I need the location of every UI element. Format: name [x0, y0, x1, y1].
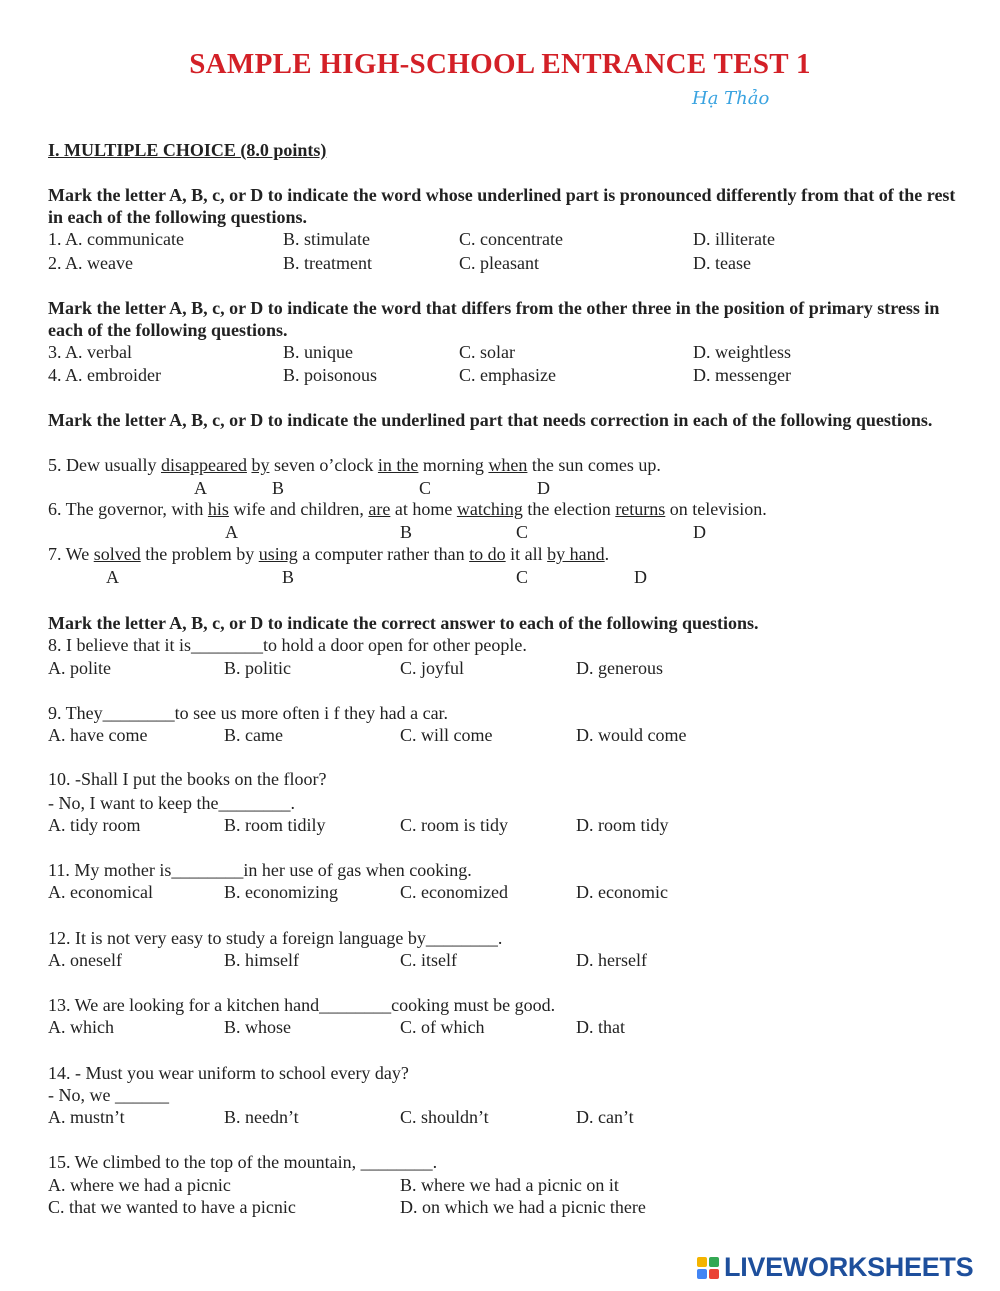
q14-option-c: C. shouldn’t: [400, 1107, 489, 1127]
q10-option-a: A. tidy room: [48, 815, 141, 835]
q6-marker-d: D: [693, 522, 706, 542]
liveworksheets-logo[interactable]: [697, 1252, 997, 1286]
q14-stem: 14. - Must you wear uniform to school every day?: [48, 1063, 409, 1083]
q7-underline-c: to do: [469, 544, 506, 564]
q10-option-d: D. room tidy: [576, 815, 669, 835]
q11-stem: 11. My mother is________in her use of gas when cooking.: [48, 860, 472, 880]
q9-option-a: A. have come: [48, 725, 148, 745]
q3-option-b: B. unique: [283, 342, 353, 362]
liveworksheets-logo-text: LIVEWORKSHEETS: [724, 1252, 974, 1282]
q7-underline-d: by hand: [547, 544, 605, 564]
q6-underline-c: watching: [456, 499, 523, 519]
q3-option-d: D. weightless: [693, 342, 791, 362]
q4-option-a: 4. A. embroider: [48, 365, 161, 385]
q9-option-b: B. came: [224, 725, 283, 745]
q11-option-d: D. economic: [576, 882, 668, 902]
q12-option-d: D. herself: [576, 950, 647, 970]
q3-option-a: 3. A. verbal: [48, 342, 132, 362]
q8-option-c: C. joyful: [400, 658, 465, 678]
q5-marker-a: A: [194, 478, 207, 498]
q13-stem: 13. We are looking for a kitchen hand________cooking must be good.: [48, 995, 556, 1015]
q10-stem: 10. -Shall I put the books on the floor?: [48, 769, 327, 789]
q7-marker-d: D: [634, 567, 647, 587]
q5-underline-a: disappeared: [160, 455, 247, 475]
q5-marker-d: D: [537, 478, 550, 498]
q12-option-a: A. oneself: [48, 950, 122, 970]
q1-option-d: D. illiterate: [693, 229, 775, 249]
q7-marker-a: A: [106, 567, 119, 587]
q5-marker-c: C: [419, 478, 432, 498]
q13-option-a: A. which: [48, 1017, 114, 1037]
liveworksheets-logo-icon: [697, 1257, 721, 1281]
q8-option-b: B. politic: [224, 658, 291, 678]
q5-underline-c: in the: [377, 455, 419, 475]
q10-option-b: B. room tidily: [224, 815, 326, 835]
q12-stem: 12. It is not very easy to study a foreign language by________.: [48, 928, 503, 948]
q1-option-a: 1. A. communicate: [48, 229, 184, 249]
q9-option-d: D. would come: [576, 725, 687, 745]
pronunciation-instruction: Mark the letter A, B, c, or D to indicate the word whose underlined part is pronounced differently from that of the rest in each of the following questions.: [48, 185, 956, 227]
section-heading: I. MULTIPLE CHOICE (8.0 points): [48, 140, 327, 160]
q3-option-c: C. solar: [459, 342, 515, 362]
q15-option-d: D. on which we had a picnic there: [400, 1197, 646, 1217]
q5-marker-b: B: [272, 478, 285, 498]
q13-option-b: B. whose: [224, 1017, 291, 1037]
q12-option-b: B. himself: [224, 950, 299, 970]
q1-option-c: C. concentrate: [459, 229, 563, 249]
q5-underline-b: by: [251, 455, 270, 475]
q15-option-b: B. where we had a picnic on it: [400, 1175, 619, 1195]
q10-option-c: C. room is tidy: [400, 815, 509, 835]
q12-option-c: C. itself: [400, 950, 457, 970]
q2-option-c: C. pleasant: [459, 253, 539, 273]
q15-option-c: C. that we wanted to have a picnic: [48, 1197, 296, 1217]
q14-option-d: D. can’t: [576, 1107, 634, 1127]
q8-stem: 8. I believe that it is________to hold a door open for other people.: [48, 635, 527, 655]
q10-stem-reply: - No, I want to keep the________.: [48, 793, 295, 813]
q8-option-a: A. polite: [48, 658, 111, 678]
q7-marker-c: C: [516, 567, 529, 587]
q2-option-d: D. tease: [693, 253, 751, 273]
stress-instruction: Mark the letter A, B, c, or D to indicate the word that differs from the other three in the position of primary stress in each of the following questions.: [48, 298, 940, 340]
q5-underline-d: when: [488, 455, 528, 475]
q11-option-a: A. economical: [48, 882, 153, 902]
q13-option-d: D. that: [576, 1017, 625, 1037]
q6-sentence: 6. The governor, with his wife and children, are at home watching the election returns on television.: [48, 499, 767, 519]
q4-option-c: C. emphasize: [459, 365, 556, 385]
q6-underline-d: returns: [615, 499, 666, 519]
correction-instruction: Mark the letter A, B, c, or D to indicate the underlined part that needs correction in each of the following questions.: [48, 410, 933, 430]
page-title: SAMPLE HIGH-SCHOOL ENTRANCE TEST 1: [189, 48, 811, 80]
q7-underline-a: solved: [93, 544, 141, 564]
q9-stem: 9. They________to see us more often i f they had a car.: [48, 703, 449, 723]
q4-option-d: D. messenger: [693, 365, 791, 385]
q6-underline-b: are: [368, 499, 391, 519]
q6-marker-b: B: [400, 522, 413, 542]
author-signature: Hạ Thảo: [692, 88, 770, 109]
mc-instruction: Mark the letter A, B, c, or D to indicate the correct answer to each of the following questions.: [48, 613, 759, 633]
q8-option-d: D. generous: [576, 658, 663, 678]
q6-underline-a: his: [207, 499, 229, 519]
q14-option-b: B. needn’t: [224, 1107, 299, 1127]
q2-option-b: B. treatment: [283, 253, 372, 273]
q6-marker-c: C: [516, 522, 529, 542]
q15-stem: 15. We climbed to the top of the mountain, ________.: [48, 1152, 438, 1172]
q7-marker-b: B: [282, 567, 295, 587]
q1-option-b: B. stimulate: [283, 229, 370, 249]
q9-option-c: C. will come: [400, 725, 493, 745]
q2-option-a: 2. A. weave: [48, 253, 133, 273]
q13-option-c: C. of which: [400, 1017, 485, 1037]
q14-option-a: A. mustn’t: [48, 1107, 125, 1127]
q11-option-c: C. economized: [400, 882, 508, 902]
q5-sentence: 5. Dew usually disappeared by seven o’clock in the morning when the sun comes up.: [48, 455, 661, 475]
q7-underline-b: using: [258, 544, 298, 564]
q15-option-a: A. where we had a picnic: [48, 1175, 231, 1195]
q11-option-b: B. economizing: [224, 882, 338, 902]
q4-option-b: B. poisonous: [283, 365, 378, 385]
q6-marker-a: A: [225, 522, 238, 542]
q14-stem-reply: - No, we ______: [48, 1085, 169, 1105]
q7-sentence: 7. We solved the problem by using a computer rather than to do it all by hand.: [48, 544, 610, 564]
